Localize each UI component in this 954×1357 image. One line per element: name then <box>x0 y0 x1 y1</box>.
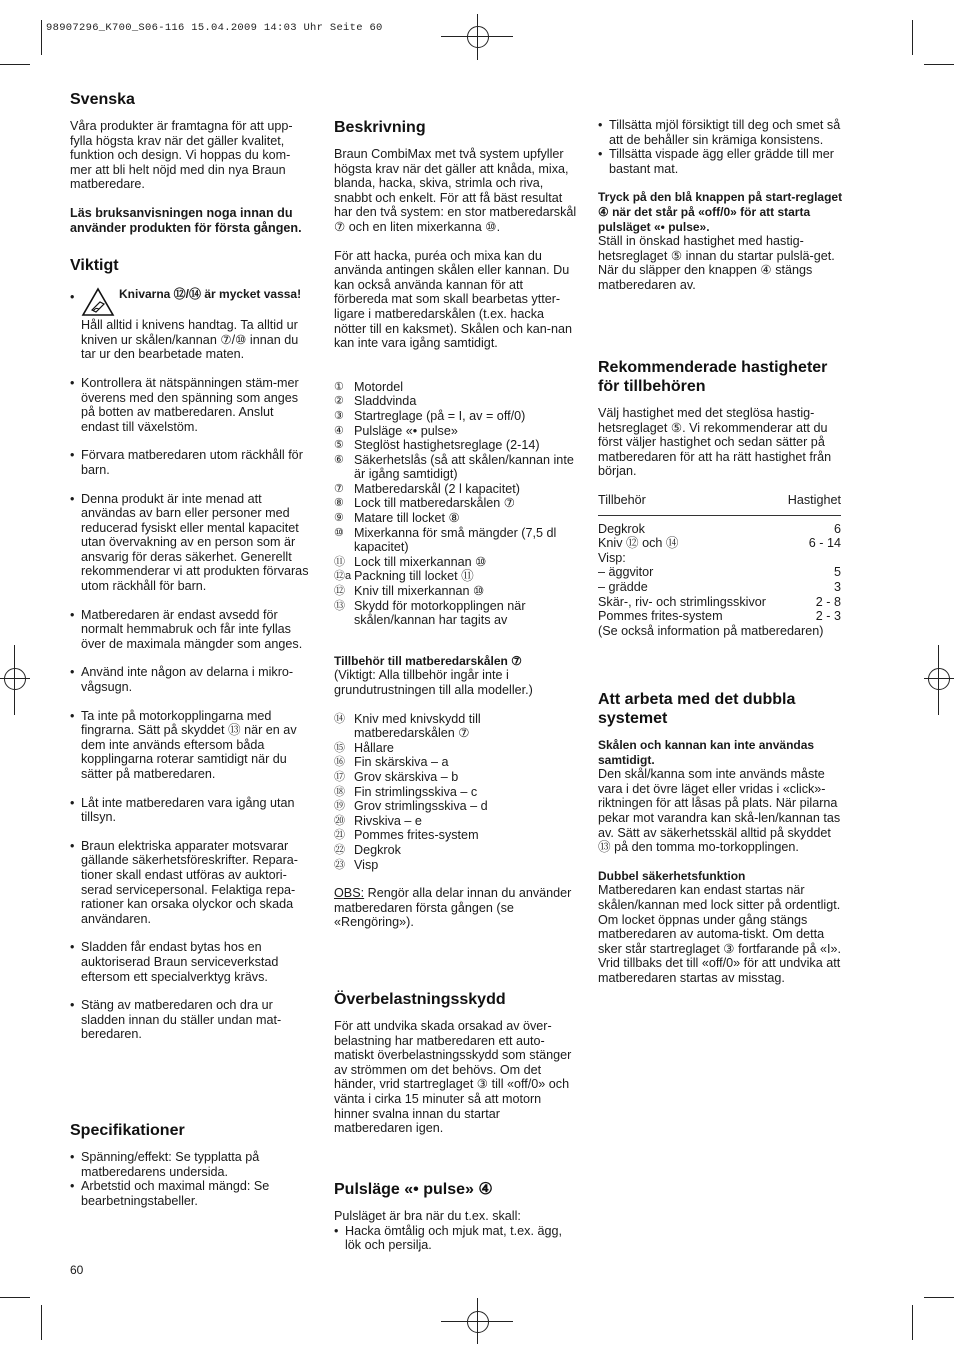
list-item: ③ Startreglage (på = I, av = off/0) <box>334 408 526 423</box>
list-item: ⑲ Grov strimlingsskiva – d <box>334 799 488 814</box>
list-item: ② Sladdvinda <box>334 394 417 409</box>
crop-mark <box>924 1297 954 1298</box>
list-item: • Tillsätta vispade ägg eller grädde till mer bastant mat. <box>598 147 843 176</box>
spec-bullet-list <box>70 1150 310 1208</box>
crop-mark <box>912 1305 913 1340</box>
list-item: ⑱ Fin strimlingsskiva – c <box>334 784 478 799</box>
section-title-beskrivning: Beskrivning <box>334 119 426 136</box>
list-item: • Ta inte på motorkopplingarna med fingrarna. Sätt på skyddet ⑬ när en av dem inte används eftersom båda kopplingarna roterar samtidigt när du sätter på matberedaren. <box>70 709 310 782</box>
pulse-instruction-bold: Tryck på den blå knappen på start-reglaget ④ när det står på «off/0» för att starta pulsläget «• pulse». <box>598 190 843 234</box>
table-header: Tillbehör Hastighet <box>598 492 841 507</box>
warning-triangle-icon <box>81 287 115 317</box>
description-p1: Braun CombiMax met två system upfyller högsta krav när det gäller att knåda, mixa, blanda, hacka, skiva, strimla och riva, snabbt och enkelt. För att få bäst resultat har den två system: en stor matberedarskål ⑦ och en liten mixerkanna ⑩. <box>334 147 577 234</box>
crop-mark <box>924 64 954 65</box>
spec-section <box>70 1121 310 1208</box>
print-slug: 98907296_K700_S06-116 15.04.2009 14:03 Uhr Seite 60 <box>46 22 383 34</box>
list-item: ⑧ Lock till matberedarskålen ⑦ <box>334 496 516 511</box>
overload-text: För att undvika skada orsakad av över-belastning har matberedaren ett auto-matiskt överbelastningsskydd som stänger av strömmen om det behövs. Om det händer, vrid startreglaget ③ till «off/0» och vänta i cirka 15 minuter så att motorn hinner svalna innan du startar matberedaren igen. <box>334 1019 572 1136</box>
accessories-title: Tillbehör till matberedarskålen ⑦ <box>334 653 522 668</box>
list-item: • Matberedaren är endast avsedd för normalt hemmabruk och får inte fyllas över de maximala mängder som anges. <box>70 608 310 652</box>
page-number: 60 <box>70 1263 84 1277</box>
accessories-note: (Viktigt: Alla tillbehör ingår inte i grundutrustningen till alla modeller.) <box>334 668 533 697</box>
section-title-rekommenderade: Rekommenderade hastigheter för tillbehören <box>598 359 828 395</box>
list-item: • Spänning/effekt: Se typplatta på matberedarens undersida. <box>70 1150 310 1179</box>
intro-bold-text: Läs bruksanvisningen noga innan du använder produkten för första gången. <box>70 205 302 235</box>
parts-list <box>334 380 579 628</box>
warning-text: Håll alltid i knivens handtag. Ta alltid ur kniven ur skålen/kannan ⑦/⑩ innan du tar ur den bearbetade maten. <box>81 318 299 362</box>
list-item: • Stäng av matberedaren och dra ur sladden innan du ställer undan mat-beredaren. <box>70 998 310 1042</box>
list-item: ⑳ Rivskiva – e <box>334 813 422 828</box>
table-row: Visp: <box>598 550 626 565</box>
list-item: ① Motordel <box>334 379 403 394</box>
section-title-viktigt: Viktigt <box>70 257 119 275</box>
crop-mark <box>41 20 42 55</box>
list-item: ⑤ Steglöst hastighetsreglage (2-14) <box>334 438 540 453</box>
list-item: ㉑ Pommes frites-system <box>334 828 479 843</box>
column-3 <box>598 118 843 293</box>
list-item: ㉓ Visp <box>334 857 379 872</box>
double-safety-text: Matberedaren kan endast startas när skålen/kannan med lock sitter på ordentligt. Om locket öppnas under gång stängs matberedaren av automa-tiskt. Om detta sker står startreglaget ③ fortfarande på «I». Vrid tillbaks det till «off/0» för att undvika att matberedaren startas av misstag. <box>598 883 841 985</box>
table-row: – äggvitor 5 <box>598 565 841 580</box>
list-item: • Denna produkt är inte menad att användas av barn eller personer med reducerad fysiskt eller mental kapacitet utan övervakning av en person som är ansvarig för deras säkerhet. Generellt rekommenderar vi att produkten förvaras utom räckhåll för barn. <box>70 492 310 594</box>
crop-mark <box>912 20 913 55</box>
speed-intro: Välj hastighet med det steglösa hastig-hetsreglaget ⑤. Vi rekommenderar att du först väljer hastighet och sedan sätter på matberedaren för att ha rätt hastighet från början. <box>598 406 832 479</box>
table-rule <box>598 515 841 516</box>
viktigt-bullet-list <box>70 376 310 1042</box>
section-title-pulslage: Pulsläge «• pulse» ④ <box>334 1181 493 1198</box>
section-title-overbelastningsskydd: Överbelastningsskydd <box>334 991 506 1008</box>
table-row: Pommes frites-system 2 - 3 <box>598 609 841 624</box>
list-item: • Sladden får endast bytas hos en auktoriserad Braun serviceverkstad eftersom ett specialverktyg krävs. <box>70 940 310 984</box>
warning-bold-text: Knivarna ⑫/⑭ är mycket vassa! <box>119 287 302 302</box>
description-p2: För att hacka, puréa och mixa kan du använda antingen skålen eller kannan. Du kan också använda kannan för att förbereda mat som skall bearbetas ytter-ligare i matberedarskålen (t.ex. hacka nötter till en kaksmet). Skålen och kan-nan kan inte vara igång samtidigt. <box>334 248 573 351</box>
intro-text: Våra produkter är framtagna för att upp-fylla högsta krav när det gäller kvalitet, funktion och design. Vi hoppas du kom-mer att bli helt nöjd med din nya Braun matberedare. <box>70 119 293 192</box>
pulse-intro: Pulsläget är bra när du t.ex. skall: <box>334 1209 521 1223</box>
speed-section <box>598 358 843 638</box>
overload-section <box>334 990 579 1136</box>
list-item: ⑫ Kniv till mixerkannan ⑩ <box>334 584 485 599</box>
warning-block: • Knivarna ⑫/⑭ är mycket vassa! Håll alltid i knivens handtag. Ta alltid ur kniven ur skålen/kannan ⑦/⑩ innan du tar ur den bearbetade maten. <box>70 287 310 362</box>
list-item: • Arbetstid och maximal mängd: Se bearbetningstabeller. <box>70 1179 310 1208</box>
table-row: Degkrok 6 <box>598 521 841 536</box>
list-item: ⑪ Lock till mixerkannan ⑩ <box>334 554 487 569</box>
list-item: • Låt inte matberedaren vara igång utan tillsyn. <box>70 796 310 825</box>
crop-mark <box>0 64 30 65</box>
list-item: ⑭ Kniv med knivskydd till matberedarskålen ⑦ <box>334 711 481 741</box>
list-item: ⑥ Säkerhetslås (så att skålen/kannan inte är igång samtidigt) <box>334 452 574 482</box>
list-item: • Tillsätta mjöl försiktigt till deg och smet så att de behåller sin krämiga konsistens. <box>598 118 843 147</box>
column-2 <box>334 118 579 930</box>
table-body <box>598 522 841 639</box>
list-item: • Hacka ömtålig och mjuk mat, t.ex. ägg, lök och persilja. <box>334 1224 579 1253</box>
dual-system-section <box>598 690 843 986</box>
section-title-svenska: Svenska <box>70 91 135 108</box>
list-item: ⑰ Grov skärskiva – b <box>334 769 459 784</box>
pulse-instruction-text: Ställ in önskad hastighet med hastig-hetsreglaget ⑤ innan du startar pulslä-get. När du släpper den knappen ④ stängs matberedaren av. <box>598 234 835 292</box>
table-row: Skär-, riv- och strimlingsskivor 2 - 8 <box>598 594 841 609</box>
table-row: (Se också information på matberedaren) <box>598 623 824 638</box>
accessories-list <box>334 712 579 873</box>
list-item: ④ Pulsläge «• pulse» <box>334 423 458 438</box>
list-item: • Braun elektriska apparater motsvarar gällande säkerhetsföreskrifter. Repara-tioner skall endast utföras av auktori-serad servicepersonal. Felaktiga repa-rationer kan orsaka olyckor och skada användaren. <box>70 839 310 927</box>
section-title-dubbla-systemet: Att arbeta med det dubbla systemet <box>598 691 796 727</box>
double-safety-title: Dubbel säkerhetsfunktion <box>598 868 746 883</box>
list-item: ⑮ Hållare <box>334 740 394 755</box>
list-item: ⑦ Matberedarskål (2 l kapacitet) <box>334 481 520 496</box>
dual-bold: Skålen och kannan kan inte användas samtidigt. <box>598 738 815 767</box>
speed-table <box>598 493 841 638</box>
list-item: • Använd inte någon av delarna i mikro-vågsugn. <box>70 665 310 694</box>
section-title-specifikationer: Specifikationer <box>70 1122 185 1139</box>
list-item: ⑨ Matare till locket ⑧ <box>334 511 460 526</box>
list-item: ⑫a Packning till locket ⑪ <box>334 569 474 584</box>
list-item: • Kontrollera ät nätspänningen stäm-mer överens med den spänning som anges på botten av matberedaren. Anslut endast till växelstöm. <box>70 376 310 434</box>
list-item: ⑩ Mixerkanna för små mängder (7,5 dl kapacitet) <box>334 525 557 555</box>
list-item: ⑯ Fin skärskiva – a <box>334 755 449 770</box>
crop-mark <box>0 1297 30 1298</box>
crop-mark <box>41 1305 42 1340</box>
table-row: – grädde 3 <box>598 579 841 594</box>
dual-text: Den skål/kanna som inte används måste vara i det övre läget eller vridas i «click»-riktningen för att låsas på plats. När pilarna pekar mot varandra kan skå-len/kannan tas av. Sätt av säkerhetsskäl alltid på skyddet ⑬ på den tomma mo-torkopplingen. <box>598 767 841 855</box>
column-1 <box>70 90 310 1042</box>
obs-note: OBS: Rengör alla delar innan du använder matberedaren första gången (se «Rengöring»). <box>334 886 572 930</box>
list-item: • Förvara matberedaren utom räckhåll för barn. <box>70 448 310 477</box>
pulse-bullet-list <box>334 1224 579 1253</box>
pulse-section <box>334 1180 579 1253</box>
table-row: Kniv ⑫ och ⑭ 6 - 14 <box>598 536 841 551</box>
list-item: ⑬ Skydd för motorkopplingen när skålen/kannan har tagits av <box>334 598 526 628</box>
pulse-continued-list <box>598 118 843 176</box>
list-item: ㉒ Degkrok <box>334 842 401 857</box>
